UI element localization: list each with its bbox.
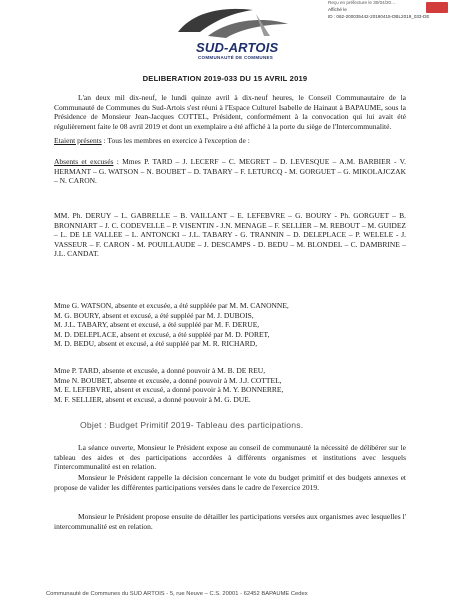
reminder-paragraph: Monsieur le Président rappelle la décision concernant le vote du budget primitif et des budgets annexes et propose de valider les différentes participations versées dans le cadre de l'exercice 2019. — [54, 473, 406, 492]
proxy-line: M. F. SELLIER, absent et excusé, a donné pouvoir à M. G. DUE. — [54, 394, 251, 404]
deliberation-title: DELIBERATION 2019-033 DU 15 AVRIL 2019 — [142, 74, 308, 83]
proposal-paragraph: Monsieur le Président propose ensuite de détailler les participations versées aux organismes avec lesquelles l' intercommunalité est en relation. — [54, 512, 406, 531]
stamp-posted: Affiché le — [328, 7, 347, 12]
presents-label: Etaient présents — [54, 136, 102, 145]
absents-paragraph — [54, 157, 406, 186]
stamp-id: ID : 062-200035442-20190415-DBL2019_033-DE — [328, 14, 430, 19]
proxies-list — [54, 366, 406, 404]
substitute-line: M. D. BEDU, absent et excusé, a été suppléé par M. R. RICHARD, — [54, 339, 258, 348]
proxy-line: Mme N. BOUBET, absente et excusée, a donné pouvoir à M. J.J. COTTEL, — [54, 375, 282, 385]
logo-name: SUD-ARTOIS — [196, 40, 279, 55]
session-paragraph: La séance ouverte, Monsieur le Président expose au conseil de communauté la nécessité de délibérer sur le tableau des aides et des participations accordées à différents organismes et institutions avec lesquels l'intercommunalité est en relation. — [54, 443, 406, 471]
prefecture-stamp — [328, 0, 450, 24]
absents-text: : Mmes P. TARD – J. LECERF – C. MEGRET – D. LEVESQUE – A.M. BARBIER - V. HERMANT – G. WATSON – N. BOUBET – D. TABARY – F. LETURCQ - M. GORGUET – G. MIKOLAJCZAK – N. CARON. — [54, 157, 406, 185]
members-paragraph: MM. Ph. DERUY – L. GABRELLE – B. VAILLANT – E. LEFEBVRE – G. BOURY - Ph. GORGUET – B. BRONNIART – J. C. CODEVELLE – P. VISENTIN - J.N. MENAGE – F. SELLIER – M. REBOUT – M. GUIDEZ – L. DE LE VALLEE – L. ANTONCKI – J.L. TABARY - G. TRANNIN – D. DELEPLACE – P. WELELE - J. VASSEUR – F. CARON - M. POUILLAUDE – J. DESCAMPS - D. BEDU – M. BLONDEL – C. DAMBRINE – J.L. CANDAT. — [54, 211, 406, 258]
absents-label: Absents et excusés — [54, 157, 114, 166]
page-footer: Communauté de Communes du SUD ARTOIS - 5, rue Neuve – C.S. 20001 - 62452 BAPAUME Cedex — [46, 591, 308, 597]
substitute-line: Mme G. WATSON, absente et excusée, a été suppléée par M. M. CANONNE, — [54, 301, 289, 310]
proxy-line: M. E. LEFEBVRE, absent et excusé, a donné pouvoir à M. Y. BONNERRE, — [54, 385, 284, 394]
logo-subtitle: COMMUNAUTÉ DE COMMUNES — [198, 55, 274, 60]
substitute-line: M. D. DELEPLACE, absent et excusé, a été suppléé par M. D. PORET, — [54, 329, 270, 339]
proxy-line: Mme P. TARD, absente et excusée, a donné pouvoir à M. B. DE REU, — [54, 366, 266, 375]
presents-text: : Tous les membres en exercice à l'exception de : — [101, 136, 250, 145]
substitute-line: M. G. BOURY, absent et excusé, a été suppléé par M. J. DUBOIS, — [54, 310, 254, 320]
community-logo — [168, 2, 318, 68]
stamp-badge-icon — [426, 2, 448, 13]
intro-paragraph: L'an deux mil dix-neuf, le lundi quinze avril à dix-neuf heures, le Conseil Communautaire de la Communauté de Communes du Sud-Artois s'est réuni à l'Espace Culturel Isabelle de Hainaut à BAPAUME, sous la Présidence de Monsieur Jean-Jacques COTTEL, Président, conformément à la convocation qui lui avait été régulièrement faite le 08 avril 2019 et dont un exemplaire a été affiché à la porte du siège de l'Intercommunalité. — [54, 93, 406, 131]
substitute-line: M. J.L. TABARY, absent et excusé, a été suppléé par M. F. DERUE, — [54, 320, 260, 329]
subject-heading: Objet : Budget Primitif 2019- Tableau des participations. — [80, 420, 304, 430]
substitutes-list — [54, 301, 406, 349]
stamp-received: Reçu en préfecture le 30/04/20… — [328, 0, 396, 5]
presents-paragraph — [54, 136, 406, 146]
